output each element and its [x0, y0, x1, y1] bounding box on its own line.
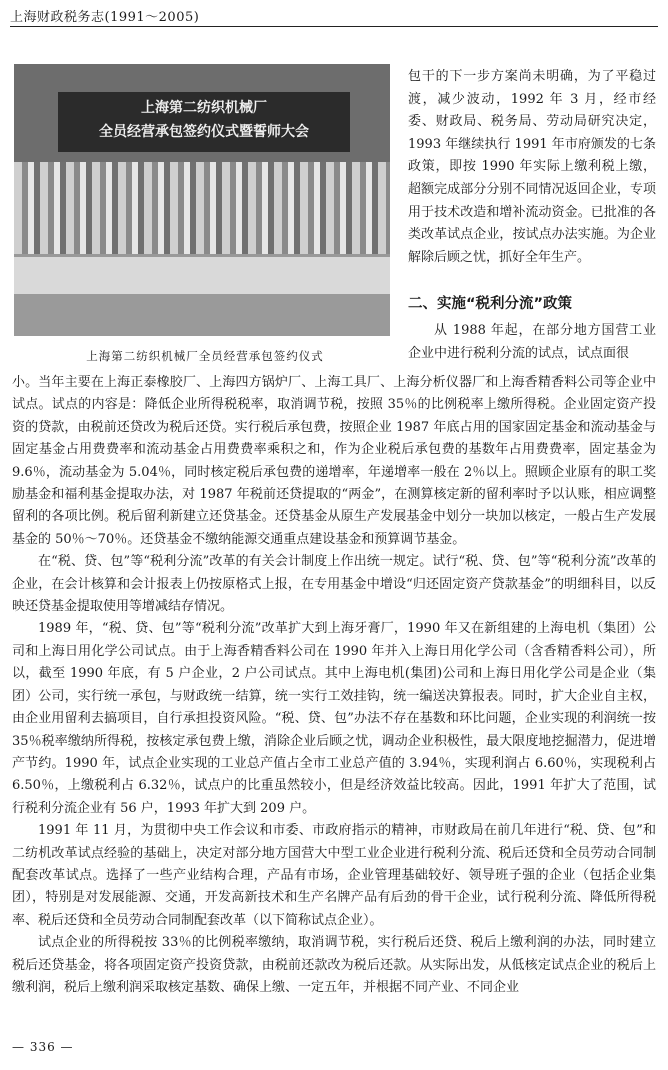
page-number: — 336 — — [12, 1040, 74, 1054]
photo-floor — [14, 294, 390, 336]
section-title: 二、实施“税利分流”政策 — [408, 296, 573, 312]
photo-caption: 上海第二纺织机械厂全员经营承包签约仪式 — [86, 349, 324, 363]
right-column-paragraph: 包干的下一步方案尚未明确，为了平稳过渡，减少波动，1992 年 3 月，经市经委、财政局、税务局、劳动局研究决定，1993 年继续执行 1991 年市府颁发的七条政策，即按 1990 年实际上缴利税上缴，超额完成部分分别不同情况返回企业，专项用于技术改造和增补流动资金。已批准的各类改革试点企业，按试点办法实施。为企业解除后顾之忧，抓好全年生产。 — [408, 69, 656, 265]
banner-line-1: 上海第二纺织机械厂 — [141, 100, 267, 116]
photo-banner — [58, 92, 350, 152]
paragraph-4: 1991 年 11 月，为贯彻中央工作会议和市委、市政府指示的精神，市财政局在前几年进行“税、贷、包”和二纺机改革试点经验的基础上，决定对部分地方国营大中型工业企业进行税利分流、税后还贷和全员劳动合同制配套改革试点。选择了一些产业结构合理，产品有市场，企业管理基础较好、领导班子强的企业（包括企业集团），特别是对发展能源、交通，开发高新技术和生产名牌产品有后劲的骨干企业，试行税利分流、降低所得税率、税后还贷和全员劳动合同制配套改革（以下简称试点企业）。 — [12, 823, 656, 928]
header-rule — [10, 26, 658, 27]
right-column — [408, 66, 656, 269]
paragraph-5: 试点企业的所得税按 33％的比例税率缴纳，取消调节税，实行税后还贷、税后上缴利润的办法，同时建立税后还贷基金，将各项固定资产投资贷款，由税前还款改为税后还款。从实际出发，从低核定试点企业的税后上缴利润，税后上缴利润采取核定基数、确保上缴、一定五年，并根据不同产业、不同企业 — [12, 935, 656, 995]
banner-line-2: 全员经营承包签约仪式暨誓师大会 — [99, 124, 309, 140]
paragraph-2: 在“税、贷、包”等“税利分流”改革的有关会计制度上作出统一规定。试行“税、贷、包”等“税利分流”改革的企业，在会计核算和会计报表上仍按原格式上报，在专用基金中增设“归还固定资产贷款基金”的明细科目，以反映还贷基金提取使用等增减结存情况。 — [12, 554, 656, 615]
paragraph-1: 小。当年主要在上海正泰橡胶厂、上海四方锅炉厂、上海工具厂、上海分析仪器厂和上海香精香料公司等企业中试点。试点的内容是：降低企业所得税税率，取消调节税，按照 35％的比例税率上缴所得税。企业固定资产投资的贷款，由税前还贷改为税后还贷。实行税后承包费，按照企业 1987 年底占用的国家固定基金和流动基金与固定基金占用费费率和流动基金占用费费率乘积之和，作为企业税后承包费的基数年占用费费率，固定基金为 9.6％，流动基金为 5.04％，同时核定税后承包费的递增率，年递增率一般在 2％以上。照顾企业原有的职工奖励基金和福利基金提取办法，对 1987 年税前还贷提取的“两金”，在测算核定新的留利率时予以认账，相应调整留利的各项比例。税后留利新建立还贷基金。还贷基金从原生产发展基金中划分一块加以核定，一般占生产发展基金的 50％～70％。还贷基金不缴纳能源交通重点建设基金和预算调节基金。 — [12, 375, 656, 547]
ceremony-photo — [14, 64, 390, 336]
section-intro: 从 1988 年起，在部分地方国营工业企业中进行税利分流的试点，试点面很 — [408, 323, 656, 361]
running-header: 上海财政税务志(1991～2005) — [10, 10, 200, 25]
photo-crowd — [14, 162, 390, 262]
photo-table — [14, 254, 390, 297]
paragraph-3: 1989 年，“税、贷、包”等“税利分流”改革扩大到上海牙膏厂，1990 年又在新组建的上海电机（集团）公司和上海日用化学公司试点。由于上海香精香料公司在 1990 年并入上海日用化学公司（含香精香料公司），所以，截至 1990 年底，有 5 户企业，2 户公司试点。其中上海电机(集团)公司和上海日用化学公司是企业（集团）公司，实行统一承包，与财政统一结算，统一实行工效挂钩，统一编送决算报表。同时，扩大企业自主权，由企业用留利去搞项目，自行承担投资风险。“税、贷、包”办法不存在基数和环比问题，企业实现的利润统一按 35％税率缴纳所得税，按核定承包费上缴，消除企业后顾之忧，调动企业积极性，最大限度地挖掘潜力，促进增产节约。1990 年，试点企业实现的工业总产值占全市工业总产值的 3.94％，实现利润占 6.60％，实现税利占 6.50％，上缴税利占 6.32％，试点户的比重虽然较小，但是经济效益比较高。因此，1991 年扩大了范围，试行税利分流企业有 56 户，1993 年扩大到 209 户。 — [12, 621, 656, 816]
main-body — [12, 372, 656, 999]
